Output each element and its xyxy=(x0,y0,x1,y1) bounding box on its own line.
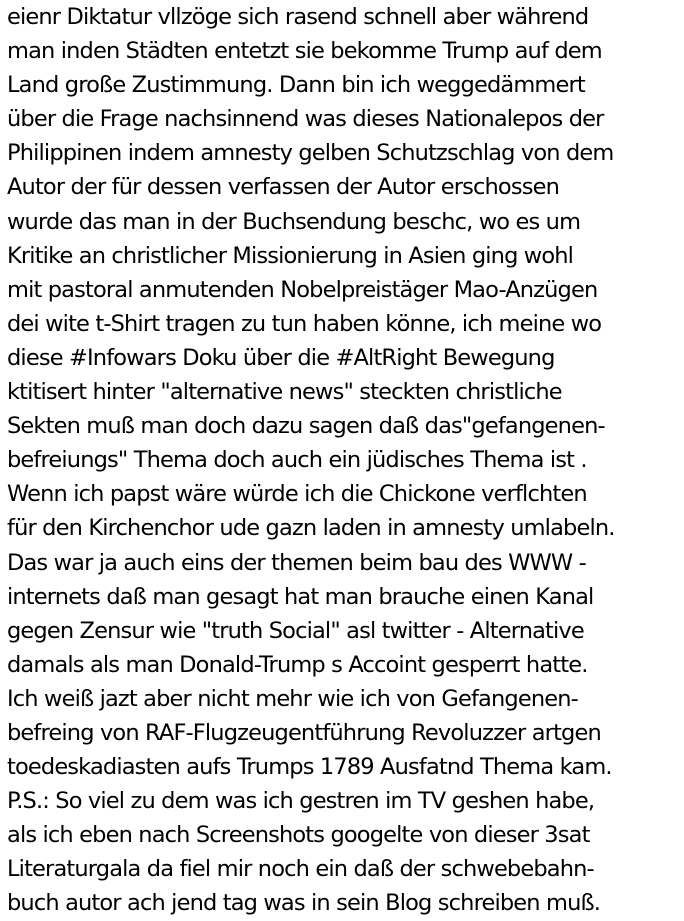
text-line-15: Wenn ich papst wäre würde ich die Chickone verflchten xyxy=(7,481,587,508)
text-line-02: man inden Städten entetzt sie bekomme Trump auf dem xyxy=(7,38,602,65)
text-line-06: Autor der für dessen verfassen der Autor erschossen xyxy=(7,174,559,201)
text-line-05: Philippinen indem amnesty gelben Schutzschlag von dem xyxy=(7,140,614,167)
text-line-23: toedeskadiasten aufs Trumps 1789 Ausfatnd Thema kam. xyxy=(7,754,612,781)
text-line-10: dei wite t-Shirt tragen zu tun haben könne, ich meine wo xyxy=(7,310,602,337)
text-line-18: internets daß man gesagt hat man brauche einen Kanal xyxy=(7,583,594,610)
text-line-04: über die Frage nachsinnend was dieses Nationalepos der xyxy=(7,106,604,133)
text-line-21: Ich weiß jazt aber nicht mehr wie ich von Gefangenen- xyxy=(7,685,578,712)
text-line-16: für den Kirchenchor ude gazn laden in amnesty umlabeln. xyxy=(7,515,615,542)
text-line-01: eienr Diktatur vllzöge sich rasend schnell aber während xyxy=(7,4,589,30)
text-line-12: ktitisert hinter "alternative news" steckten christliche xyxy=(7,379,562,406)
text-line-13: Sekten muß man doch dazu sagen daß das"gefangenen- xyxy=(7,413,605,440)
text-line-19: gegen Zensur wie "truth Social" asl twitter - Alternative xyxy=(7,617,584,644)
text-line-27: buch autor ach jend tag was in sein Blog schreiben muß. xyxy=(7,890,601,917)
text-line-08: Kritike an christlicher Missionierung in Asien ging wohl xyxy=(7,242,574,269)
text-line-09: mit pastoral anmutenden Nobelpreistäger Mao-Anzügen xyxy=(7,276,598,303)
text-line-14: befreiungs" Thema doch auch ein jüdisches Thema ist . xyxy=(7,447,587,474)
text-page xyxy=(7,0,684,920)
text-line-26: Literaturgala da fiel mir noch ein daß der schwebebahn- xyxy=(7,856,594,883)
text-line-03: Land große Zustimmung. Dann bin ich weggedämmert xyxy=(7,72,585,99)
text-line-20: damals als man Donald-Trump s Accoint gesperrt hatte. xyxy=(7,651,588,678)
text-line-24: P.S.: So viel zu dem was ich gestren im TV geshen habe, xyxy=(7,788,595,815)
text-line-17: Das war ja auch eins der themen beim bau des WWW - xyxy=(7,549,586,576)
text-line-22: befreing von RAF-Flugzeugentführung Revoluzzer artgen xyxy=(7,719,601,746)
text-line-11: diese #Infowars Doku über die #AltRight Bewegung xyxy=(7,344,555,371)
text-line-25: als ich eben nach Screenshots googelte von dieser 3sat xyxy=(7,822,590,849)
text-line-07: wurde das man in der Buchsendung beschc, wo es um xyxy=(7,208,581,235)
